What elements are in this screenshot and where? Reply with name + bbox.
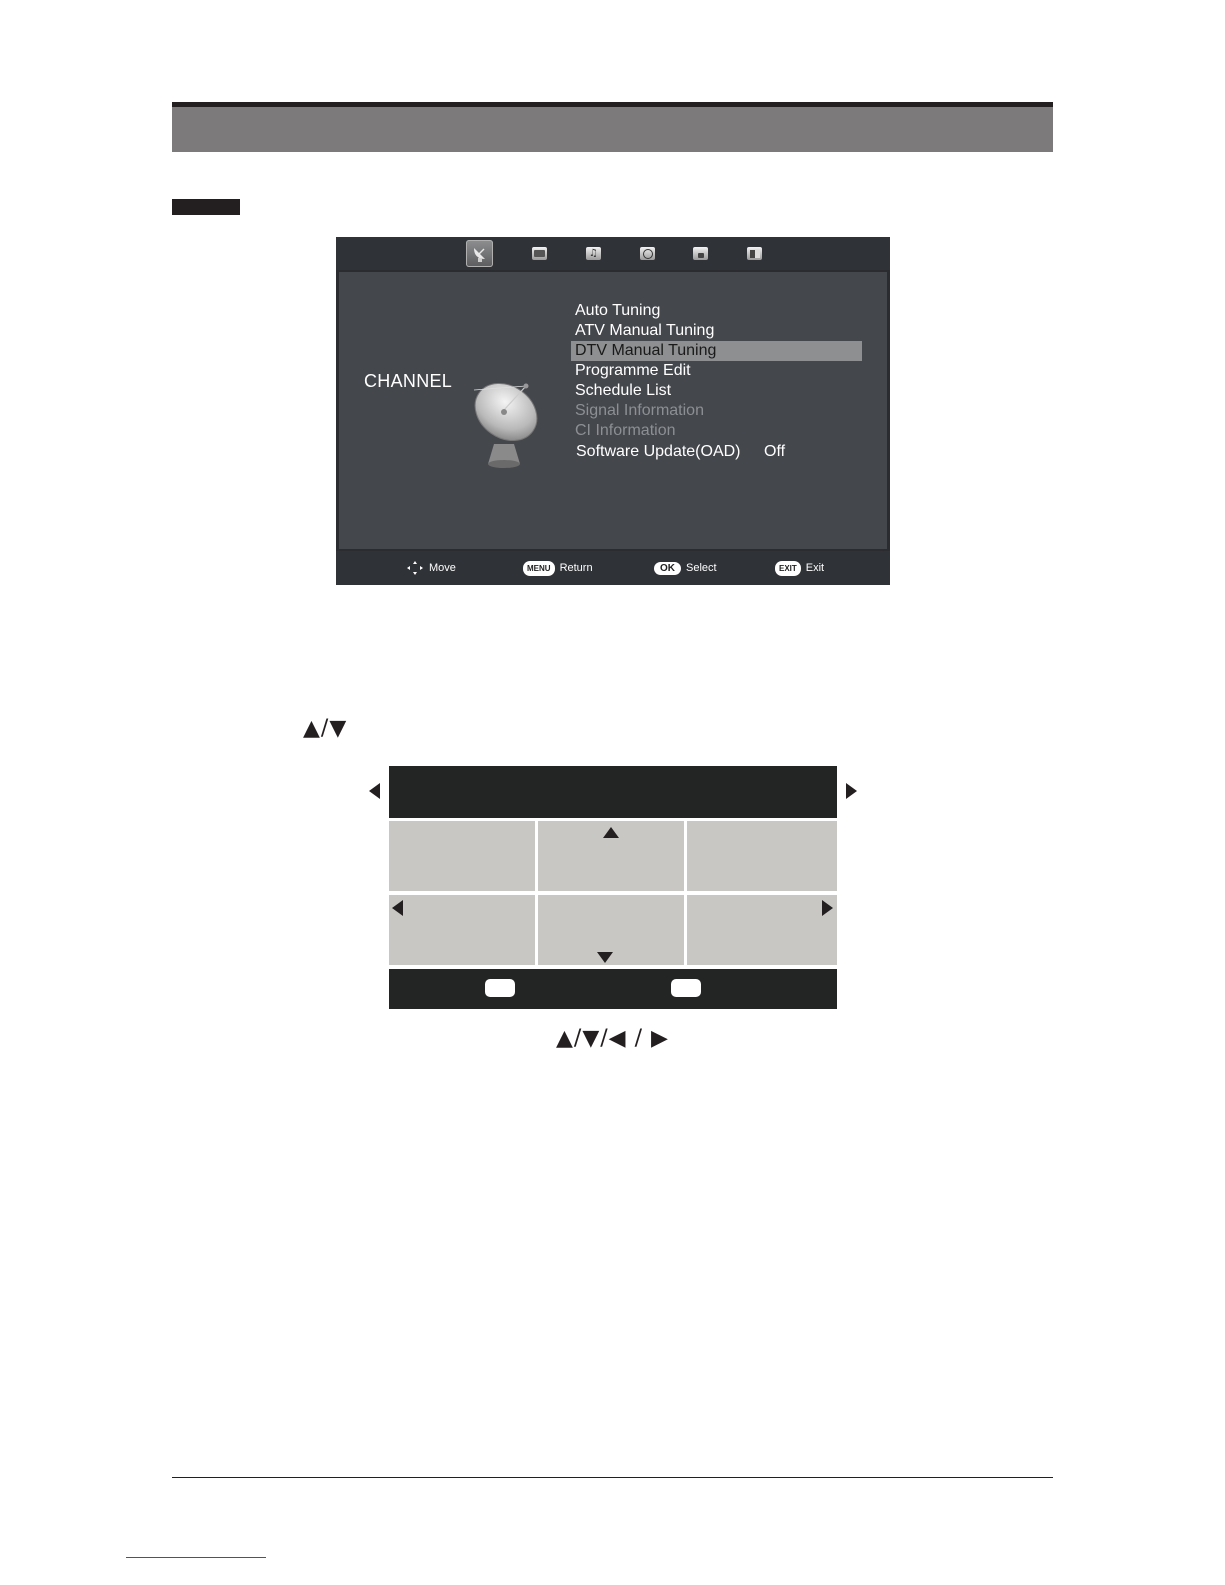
- hint-return-label: Return: [559, 562, 593, 574]
- hint-select: [654, 551, 717, 585]
- footer-link-underline: [126, 1557, 266, 1558]
- satellite-dish-icon: [464, 372, 544, 472]
- category-title: CHANNEL: [364, 371, 453, 391]
- osd-key-hints: [336, 551, 890, 585]
- satellite-dish-icon: [471, 245, 489, 263]
- exit-key-badge: EXIT: [775, 561, 801, 576]
- up-arrow-icon: [603, 827, 619, 838]
- tab-setup[interactable]: [741, 240, 768, 267]
- tab-sound[interactable]: [580, 240, 607, 267]
- right-arrow-icon: [846, 783, 857, 799]
- menu-item-atv-manual-tuning[interactable]: ATV Manual Tuning: [575, 322, 715, 339]
- monitor-icon: [532, 247, 547, 260]
- osd-tab-bar: [336, 237, 890, 270]
- diagram-cell: [389, 895, 535, 965]
- footer-rule: [172, 1477, 1053, 1478]
- grid-icon: [747, 247, 762, 260]
- hint-return: [523, 551, 593, 585]
- menu-item-software-update[interactable]: Software Update(OAD): [576, 443, 741, 460]
- menu-key-badge: MENU: [523, 561, 555, 576]
- hint-move: [406, 551, 456, 585]
- menu-item-signal-information: Signal Information: [575, 402, 704, 419]
- section-tag: [172, 199, 240, 215]
- diagram-cell: [687, 895, 837, 965]
- music-note-icon: ♫: [586, 247, 601, 260]
- tv-osd-menu: [336, 237, 890, 585]
- diagram-header: [389, 766, 837, 818]
- osd-content-panel: [339, 272, 887, 549]
- diagram-cell: [687, 821, 837, 891]
- four-direction-arrow-keys: ▲/▼/◀ / ▶: [556, 1026, 669, 1051]
- menu-item-schedule-list[interactable]: Schedule List: [575, 382, 672, 399]
- hint-exit-label: Exit: [805, 562, 825, 574]
- clock-icon: [640, 247, 655, 260]
- menu-item-programme-edit[interactable]: Programme Edit: [575, 362, 691, 379]
- diagram-footer: [389, 969, 837, 1009]
- section-header-band: [172, 107, 1053, 152]
- manual-tuning-diagram: [389, 766, 837, 1009]
- menu-item-ci-information: CI Information: [575, 422, 676, 439]
- hint-move-label: Move: [429, 562, 456, 574]
- menu-item-auto-tuning[interactable]: Auto Tuning: [575, 302, 661, 319]
- diagram-cell: [389, 821, 535, 891]
- four-way-arrow-icon: [406, 560, 424, 576]
- padlock-icon: [693, 247, 708, 260]
- diagram-cell: [538, 821, 684, 891]
- left-arrow-icon: [392, 900, 403, 916]
- up-down-arrow-keys: ▲/▼: [303, 716, 348, 741]
- key-button: [671, 979, 701, 997]
- down-arrow-icon: [597, 952, 613, 963]
- tab-time[interactable]: [634, 240, 661, 267]
- hint-select-label: Select: [686, 562, 717, 574]
- right-arrow-icon: [822, 900, 833, 916]
- left-arrow-icon: [369, 783, 380, 799]
- tab-picture[interactable]: [526, 240, 553, 267]
- software-update-value: Off: [764, 443, 786, 460]
- ok-key-badge: OK: [654, 562, 681, 575]
- key-button: [485, 979, 515, 997]
- tab-lock[interactable]: [687, 240, 714, 267]
- menu-item-dtv-manual-tuning[interactable]: DTV Manual Tuning: [571, 341, 862, 361]
- diagram-cell: [538, 895, 684, 965]
- tab-channel[interactable]: [466, 240, 493, 267]
- hint-exit: [775, 551, 824, 585]
